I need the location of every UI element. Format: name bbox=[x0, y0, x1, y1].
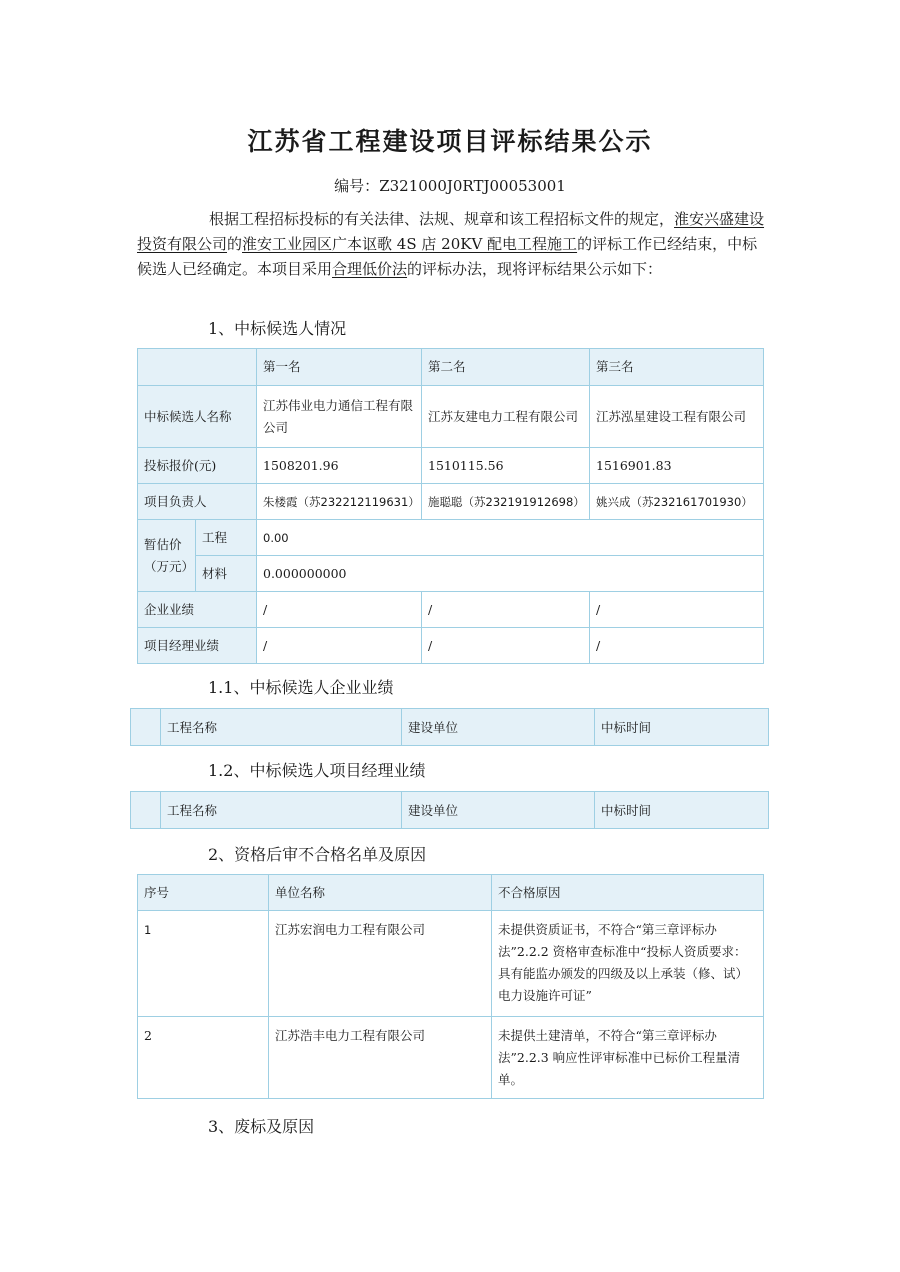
table-row bbox=[138, 556, 764, 592]
table-row bbox=[138, 911, 764, 1017]
row-label: 企业业绩 bbox=[138, 592, 257, 628]
disqualify-reason: 未提供资质证书，不符合“第三章评标办法”2.2.2 资格审查标准中“投标人资质要求：具有能监办颁发的四级及以上承装（修、试）电力设施许可证” bbox=[492, 911, 764, 1017]
table-row bbox=[138, 520, 764, 556]
project-manager: 姚兴成（苏232161701930） bbox=[590, 484, 764, 520]
section-1-heading: 1、中标候选人情况 bbox=[208, 319, 347, 338]
section-2-heading: 2、资格后审不合格名单及原因 bbox=[208, 845, 427, 864]
company-performance: / bbox=[257, 592, 422, 628]
page-title: 江苏省工程建设项目评标结果公示 bbox=[247, 127, 653, 156]
disqualify-reason: 未提供土建清单，不符合“第三章评标办法”2.2.3 响应性评审标准中已标价工程量清单。 bbox=[492, 1017, 764, 1099]
evaluation-method: 合理低价法 bbox=[332, 260, 408, 278]
sub-label: 材料 bbox=[196, 556, 257, 592]
intro-text-1: 根据工程招标投标的有关法律、法规、规章和该工程招标文件的规定， bbox=[209, 210, 675, 228]
column-header: 序号 bbox=[138, 875, 269, 911]
candidate-name: 江苏泓星建设工程有限公司 bbox=[590, 386, 764, 448]
document-number-value: Z321000J0RTJ00053001 bbox=[379, 177, 566, 195]
intro-text-2: 的评标工作已经结束，中标候选人已经确定。本项目采用 bbox=[137, 235, 758, 278]
manager-performance-table bbox=[130, 791, 769, 829]
table-cell bbox=[131, 792, 161, 829]
section-1-2-heading: 1.2、中标候选人项目经理业绩 bbox=[208, 761, 426, 780]
column-header: 中标时间 bbox=[595, 709, 769, 746]
intro-text-3: 的评标办法，现将评标结果公示如下： bbox=[407, 260, 663, 278]
bid-price: 1510115.56 bbox=[422, 448, 590, 484]
table-cell bbox=[138, 349, 257, 386]
table-row bbox=[138, 386, 764, 448]
intro-text-de: 的 bbox=[227, 235, 243, 253]
table-cell bbox=[131, 709, 161, 746]
project-manager: 施聪聪（苏232191912698） bbox=[422, 484, 590, 520]
unit-name: 江苏宏润电力工程有限公司 bbox=[269, 911, 492, 1017]
row-label: 中标候选人名称 bbox=[138, 386, 257, 448]
table-row bbox=[138, 592, 764, 628]
works-value: 0.00 bbox=[257, 520, 764, 556]
bid-price: 1516901.83 bbox=[590, 448, 764, 484]
intro-paragraph bbox=[137, 207, 767, 282]
column-header: 工程名称 bbox=[161, 709, 402, 746]
project-manager: 朱楼霞（苏232212119631） bbox=[257, 484, 422, 520]
table-row bbox=[131, 709, 769, 746]
unit-name: 江苏浩丰电力工程有限公司 bbox=[269, 1017, 492, 1099]
table-row bbox=[138, 349, 764, 386]
rank-header: 第一名 bbox=[257, 349, 422, 386]
table-row bbox=[138, 875, 764, 911]
company-performance: / bbox=[422, 592, 590, 628]
column-header: 工程名称 bbox=[161, 792, 402, 829]
column-header: 建设单位 bbox=[402, 709, 595, 746]
project-name: 淮安工业园区广本讴歌 4S 店 20KV 配电工程施工 bbox=[242, 235, 578, 253]
bid-price: 1508201.96 bbox=[257, 448, 422, 484]
column-header: 建设单位 bbox=[402, 792, 595, 829]
section-3-heading: 3、废标及原因 bbox=[208, 1117, 315, 1136]
column-header: 单位名称 bbox=[269, 875, 492, 911]
disqualified-table bbox=[137, 874, 764, 1099]
manager-performance: / bbox=[590, 628, 764, 664]
company-performance-table bbox=[130, 708, 769, 746]
row-number: 2 bbox=[138, 1017, 269, 1099]
sub-label: 工程 bbox=[196, 520, 257, 556]
table-row bbox=[138, 628, 764, 664]
candidate-name: 江苏伟业电力通信工程有限公司 bbox=[257, 386, 422, 448]
rank-header: 第二名 bbox=[422, 349, 590, 386]
row-label: 投标报价(元) bbox=[138, 448, 257, 484]
row-label: 项目负责人 bbox=[138, 484, 257, 520]
tenderer-name: 淮安兴盛建设投资有限公司 bbox=[137, 210, 765, 253]
table-row bbox=[138, 448, 764, 484]
row-label: 项目经理业绩 bbox=[138, 628, 257, 664]
rank-header: 第三名 bbox=[590, 349, 764, 386]
candidate-name: 江苏友建电力工程有限公司 bbox=[422, 386, 590, 448]
material-value: 0.000000000 bbox=[257, 556, 764, 592]
manager-performance: / bbox=[422, 628, 590, 664]
column-header: 中标时间 bbox=[595, 792, 769, 829]
company-performance: / bbox=[590, 592, 764, 628]
table-row bbox=[138, 484, 764, 520]
document-number bbox=[0, 175, 900, 196]
document-number-label: 编号： bbox=[334, 177, 380, 195]
manager-performance: / bbox=[257, 628, 422, 664]
section-1-1-heading: 1.1、中标候选人企业业绩 bbox=[208, 678, 394, 697]
row-label: 暂估价（万元） bbox=[138, 520, 196, 592]
column-header: 不合格原因 bbox=[492, 875, 764, 911]
table-row bbox=[131, 792, 769, 829]
row-number: 1 bbox=[138, 911, 269, 1017]
table-row bbox=[138, 1017, 764, 1099]
candidates-table bbox=[137, 348, 764, 664]
